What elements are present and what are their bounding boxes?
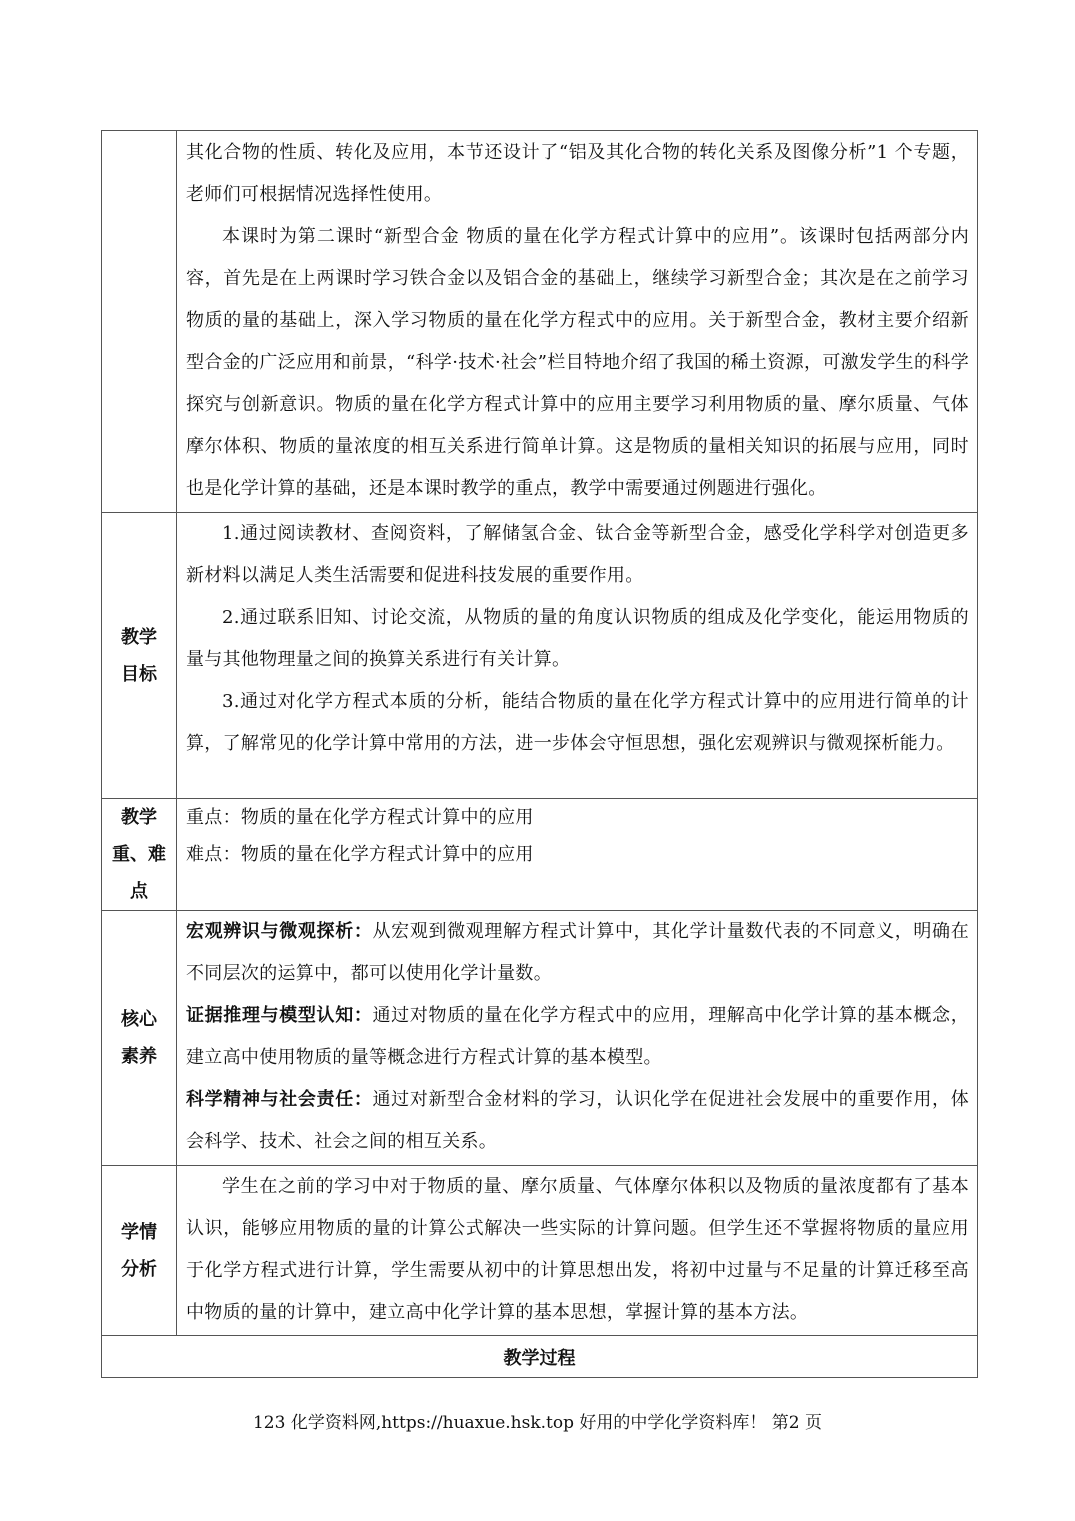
analysis-label-line1: 学情 — [121, 1221, 157, 1243]
literacy-item-3-text: 通过对新型合金材料的学习，认识化学在促进社会发展中的重要作用，体会科学、技术、社会之间的相互关系。 — [186, 1089, 969, 1152]
objective-item-3: 3.通过对化学方程式本质的分析，能结合物质的量在化学方程式计算中的应用进行简单的计算，了解常见的化学计算中常用的方法，进一步体会守恒思想，强化宏观辨识与微观探析能力。 — [186, 691, 969, 754]
literacy-item-2 — [186, 995, 969, 1079]
literacy-label-line1: 核心 — [121, 1009, 157, 1030]
keypoints-content — [177, 799, 978, 911]
literacy-item-3-title: 科学精神与社会责任： — [186, 1089, 373, 1110]
analysis-content — [177, 1166, 978, 1336]
process-header: 教学过程 — [102, 1336, 978, 1378]
analysis-text: 学生在之前的学习中对于物质的量、摩尔质量、气体摩尔体积以及物质的量浓度都有了基本认识，能够应用物质的量的计算公式解决一些实际的计算问题。但学生还不掌握将物质的量应用于化学方程式进行计算，学生需要从初中的计算思想出发，将初中过量与不足量的计算迁移至高中物质的量的计算中，建立高中化学计算的基本思想，掌握计算的基本方法。 — [186, 1176, 969, 1323]
intro-row — [102, 131, 978, 513]
lesson-plan-table — [101, 130, 978, 1378]
objectives-label-line2: 目标 — [121, 663, 157, 685]
literacy-item-1-text: 从宏观到微观理解方程式计算中，其化学计量数代表的不同意义，明确在不同层次的运算中，都可以使用化学计量数。 — [186, 921, 969, 984]
keypoints-label-line3: 点 — [130, 881, 148, 902]
keypoints-label-line1: 教学 — [121, 807, 157, 828]
keypoints-label — [102, 799, 177, 911]
objectives-label-line1: 教学 — [121, 626, 157, 648]
literacy-label-line2: 素养 — [121, 1046, 157, 1067]
objective-item-1: 1.通过阅读教材、查阅资料，了解储氢合金、钛合金等新型合金，感受化学科学对创造更多新材料以满足人类生活需要和促进科技发展的重要作用。 — [186, 523, 969, 586]
difficult-point: 难点：物质的量在化学方程式计算中的应用 — [186, 844, 534, 865]
literacy-item-3 — [186, 1079, 969, 1163]
literacy-content — [177, 911, 978, 1166]
page-footer: 123 化学资料网,https://huaxue.hsk.top 好用的中学化学资料库！ 第2 页 — [252, 1413, 823, 1433]
objectives-content — [177, 513, 978, 799]
intro-label-cell — [102, 131, 177, 513]
process-header-row — [102, 1336, 978, 1378]
keypoints-label-line2: 重、难 — [112, 844, 166, 865]
analysis-label — [102, 1166, 177, 1336]
keypoints-row — [102, 799, 978, 911]
intro-paragraph-1: 其化合物的性质、转化及应用，本节还设计了“铝及其化合物的转化关系及图像分析”1 个专题，老师们可根据情况选择性使用。 — [186, 142, 969, 205]
key-point: 重点：物质的量在化学方程式计算中的应用 — [186, 807, 534, 828]
intro-paragraph-2: 本课时为第二课时“新型合金 物质的量在化学方程式计算中的应用”。该课时包括两部分内容，首先是在上两课时学习铁合金以及铝合金的基础上，继续学习新型合金；其次是在之前学习物质的量的基础上，深入学习物质的量在化学方程式中的应用。关于新型合金，教材主要介绍新型合金的广泛应用和前景，“科学·技术·社会”栏目特地介绍了我国的稀土资源，可激发学生的科学探究与创新意识。物质的量在化学方程式计算中的应用主要学习利用物质的量、摩尔质量、气体摩尔体积、物质的量浓度的相互关系进行简单计算。这是物质的量相关知识的拓展与应用，同时也是化学计算的基础，还是本课时教学的重点，教学中需要通过例题进行强化。 — [186, 226, 969, 499]
intro-content-cell — [177, 131, 978, 513]
analysis-label-line2: 分析 — [121, 1258, 157, 1280]
analysis-row — [102, 1166, 978, 1336]
objectives-label — [102, 513, 177, 799]
literacy-item-2-title: 证据推理与模型认知： — [186, 1005, 373, 1026]
literacy-item-1 — [186, 911, 969, 995]
objective-item-2: 2.通过联系旧知、讨论交流，从物质的量的角度认识物质的组成及化学变化，能运用物质的量与其他物理量之间的换算关系进行有关计算。 — [186, 607, 969, 670]
literacy-item-1-title: 宏观辨识与微观探析： — [186, 921, 373, 942]
objectives-row — [102, 513, 978, 799]
literacy-row — [102, 911, 978, 1166]
literacy-item-2-text: 通过对物质的量在化学方程式中的应用，理解高中化学计算的基本概念，建立高中使用物质的量等概念进行方程式计算的基本模型。 — [186, 1005, 969, 1068]
literacy-label — [102, 911, 177, 1166]
